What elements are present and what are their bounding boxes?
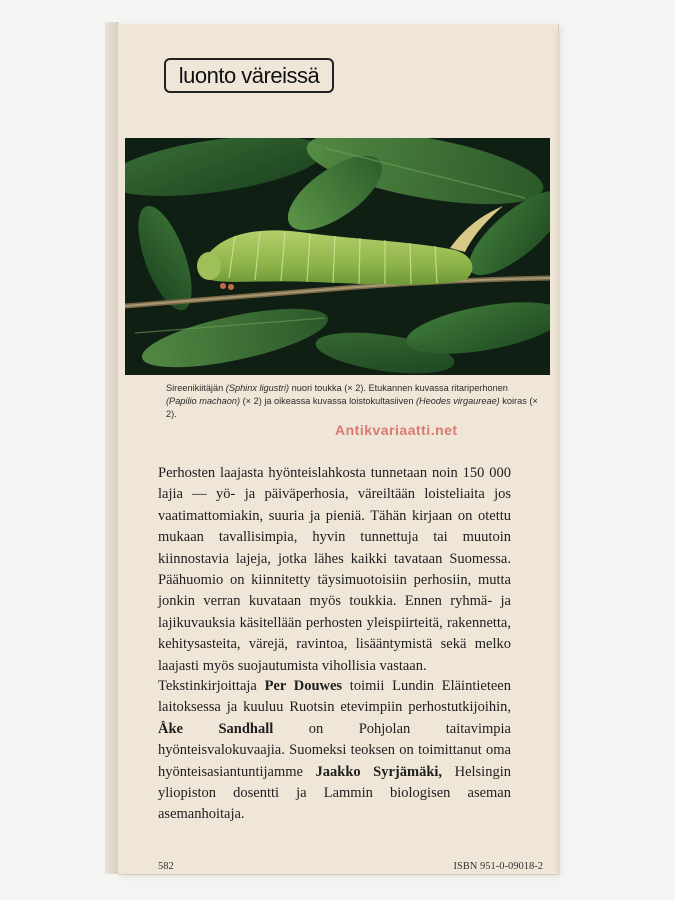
caption-latin-1: (Sphinx ligustri) (225, 383, 290, 393)
book-back-cover (118, 24, 559, 875)
photo-caption (166, 382, 541, 421)
caption-text-1: Sireenikiitäjän (166, 383, 226, 393)
caption-text-2: nuori toukka (× 2). Etukannen kuvassa ritariperhonen (289, 383, 508, 393)
caterpillar-photo-illustration (125, 138, 550, 375)
watermark: Antikvariaatti.net (335, 422, 458, 438)
caption-text-4: koiras (× 2). (166, 396, 538, 419)
catalog-number: 582 (158, 861, 174, 872)
description-paragraph: Perhosten laajasta hyönteislahkosta tunnetaan noin 150 000 lajia — yö- ja päiväperhosia, väreiltään loisteliaita jos vaatimattomiakin, suuria ja pieniä. Tähän kirjaan on otettu mukaan tavallisimpia, hyvin tunnettuja tai muutoin kiinnostavia lajeja, jotka lähes kaikki tavataan Suomessa. Päähuomio on kiinnitetty täysimuotoisiin perhosiin, mutta jonkin verran kuvataan myös toukkia. Ennen ryhmä- ja lajikuvauksia käsitellään perhosten yleispiirteitä, rakennetta, kehitysasteita, värejä, ravintoa, lisääntymistä sekä melko laajasti myös suojautumista vihollisia vastaan. (158, 465, 511, 674)
credits-paragraph (158, 676, 511, 826)
caption-text-3: (× 2) ja oikeassa kuvassa loistokultasiiven (240, 396, 416, 406)
author-name: Per Douwes (264, 678, 343, 694)
cover-photo (125, 138, 550, 375)
credits-text-c: on Pohjolan taitavimpia hyönteisvalokuvaajia. Suomeksi teoksen on toimittanut oma hyönteisasiantuntijamme (158, 720, 511, 780)
caption-latin-2: (Papilio machaon) (166, 396, 241, 406)
book-spine-shadow (105, 22, 119, 874)
editor-name: Jaakko Syrjämäki, (315, 763, 443, 780)
credits-text-a: Tekstinkirjoittaja (158, 678, 265, 694)
credits-text-d: Helsingin yliopiston dosentti ja Lammin biologisen aseman asemanhoitaja. (158, 763, 511, 823)
isbn: ISBN 951-0-09018-2 (453, 861, 543, 872)
credits-text-b: toimii Lundin Eläintieteen laitoksessa ja kuuluu Ruotsin etevimpiin perhostutkijoihin, (158, 678, 511, 716)
photographer-name: Åke Sandhall (158, 720, 274, 737)
caption-latin-3: (Heodes virgaureae) (415, 396, 500, 406)
series-logo: luonto väreissä (164, 58, 334, 93)
cover-edge (552, 30, 560, 872)
